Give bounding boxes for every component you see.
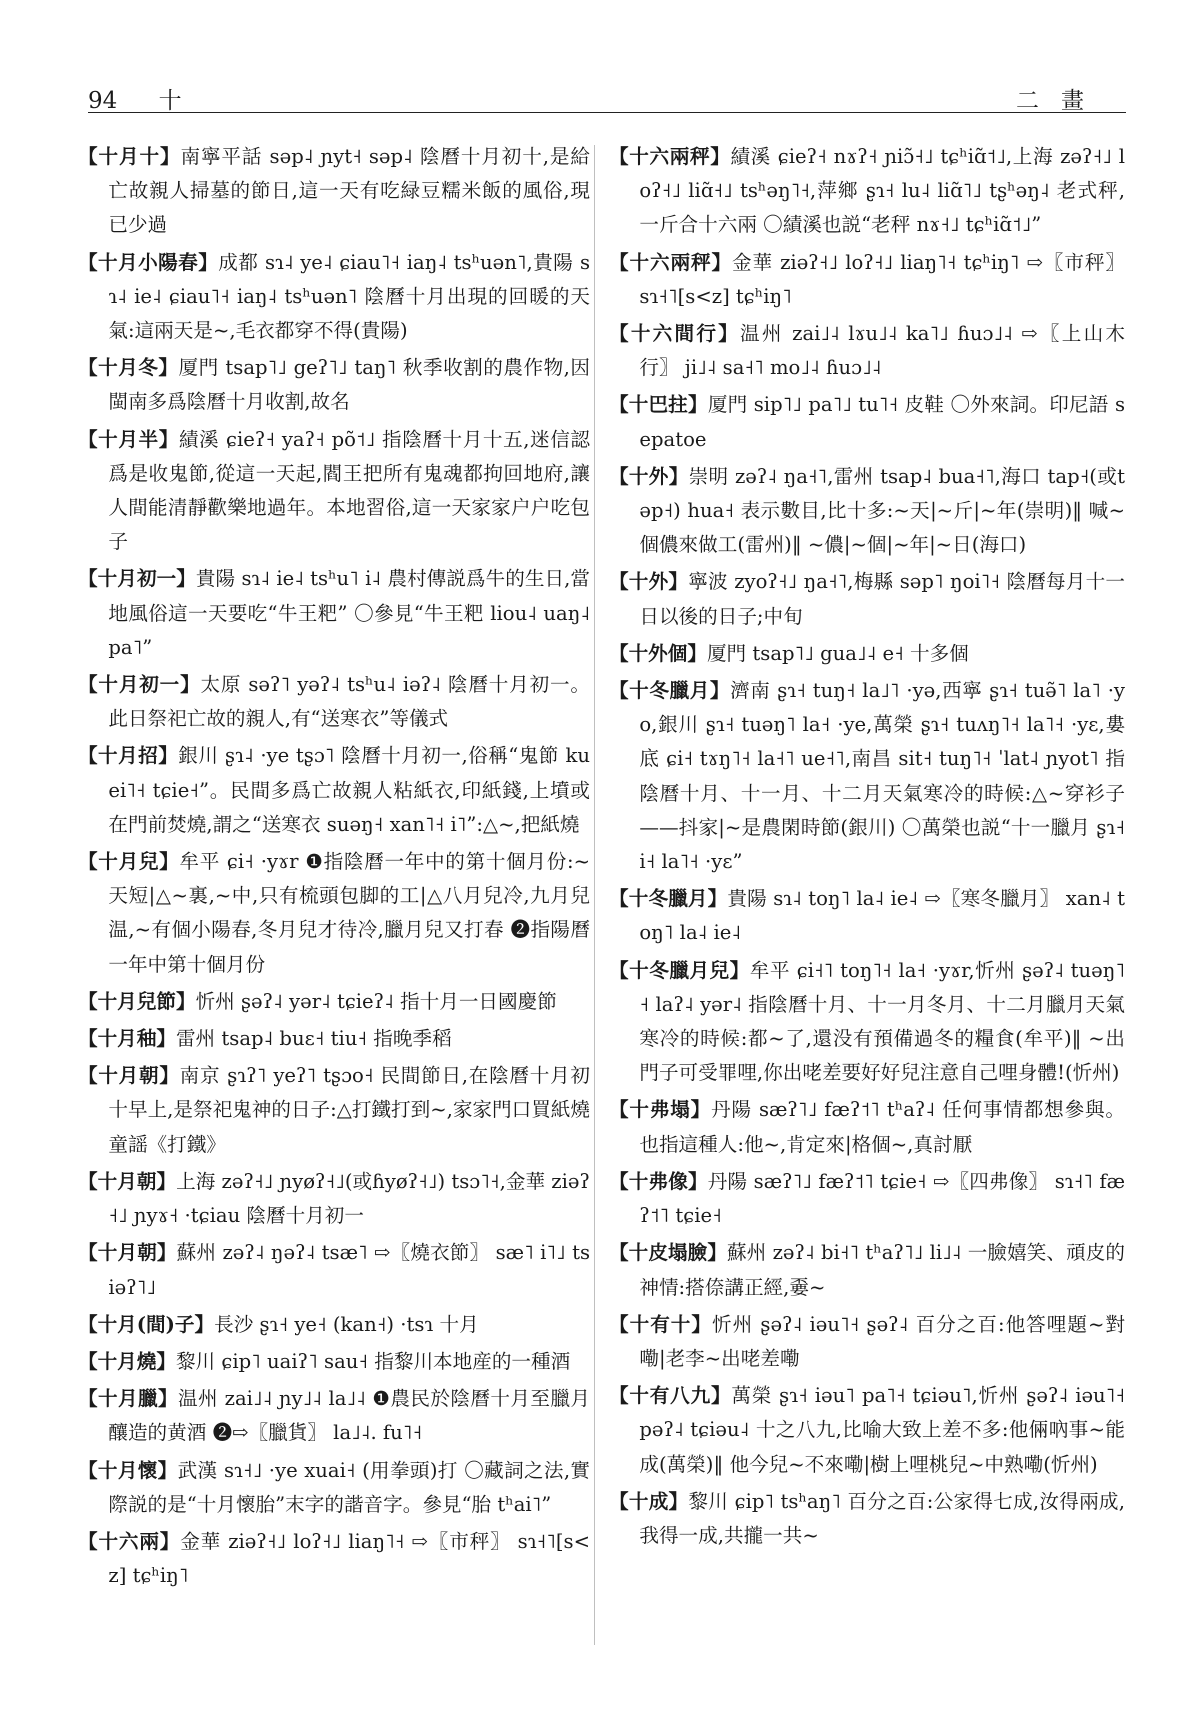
entry-definition: 蘇州 zəʔ˨ bi˧˥ tʰaʔ˥˩ li˩˨ 一臉嬉笑、頑皮的神情:搭倷講正經,嫑~ [639, 1241, 1125, 1299]
entry-headword: 【十月初一】 [78, 673, 201, 697]
entry-headword: 【十成】 [609, 1489, 689, 1513]
dictionary-entry [609, 674, 1125, 879]
entry-headword: 【十月初一】 [78, 567, 196, 591]
dictionary-entry [78, 562, 590, 665]
dictionary-entry [609, 1485, 1125, 1553]
entry-headword: 【十月冬】 [78, 356, 179, 380]
dictionary-entry [78, 668, 590, 736]
dictionary-entry [609, 140, 1125, 243]
entry-definition: 寧波 zyoʔ˧˩ ŋa˧˥,梅縣 səp˥ ŋoi˥˧ 陰曆每月十一日以後的日子;中旬 [639, 570, 1126, 628]
entry-definition: 績溪 ɕieʔ˧ yaʔ˧ põ˦˩ 指陰曆十月十五,迷信認爲是收鬼節,從這一天起,閻王把所有鬼魂都拘回地府,讓人間能清靜歡樂地過年。本地習俗,這一天家家户户吃包子 [108, 427, 591, 554]
dictionary-entry [609, 1236, 1125, 1304]
header-left [88, 82, 182, 115]
entry-headword: 【十月臘】 [78, 1387, 179, 1411]
entry-headword: 【十月兒】 [78, 850, 180, 874]
entry-headword: 【十六兩】 [78, 1529, 181, 1553]
dictionary-entry [609, 1308, 1125, 1376]
entry-headword: 【十弗塌】 [609, 1098, 712, 1122]
entry-headword: 【十有八九】 [609, 1384, 732, 1408]
dictionary-entry [78, 845, 590, 982]
dictionary-entry [78, 1308, 590, 1342]
entry-definition: 南寧平話 səp˨ ɲyt˧ səp˨ 陰曆十月初十,是給亡故親人掃墓的節日,這一天有吃緑豆糯米飯的風俗,現已少過 [108, 145, 590, 237]
dictionary-entry [78, 985, 590, 1019]
dictionary-entry [78, 246, 590, 349]
entry-definition: 丹陽 sæʔ˥˩ fæʔ˦˥ tʰaʔ˨ 任何事情都想參與。也指這種人:他~,肯定來|格個~,真討厭 [639, 1098, 1126, 1156]
entry-definition: 牟平 ɕi˧ ·yɤr ❶指陰曆一年中的第十個月份:~天短|△~裏,~中,只有梳頭包脚的工|△八月兒冷,九月兒温,~有個小陽春,冬月兒才待冷,臘月兒又打春 ❷指陽曆一年中第十個月份 [108, 850, 591, 976]
entry-headword: 【十月招】 [78, 744, 179, 768]
entry-definition: 貴陽 sɿ˨ ie˨ tsʰu˥ i˨ 農村傳説爲牛的生日,當地風俗這一天要吃“牛王粑” 〇參見“牛王粑 liou˨ uaŋ˨ pa˥” [108, 567, 591, 659]
dictionary-entry [609, 882, 1125, 950]
entry-definition: 上海 zəʔ˧˩ ɲyøʔ˧˩(或ɦyøʔ˧˩) tsɔ˥˧,金華 ziəʔ˧˩ ɲyɤ˧ ·tɕiau 陰曆十月初一 [108, 1169, 590, 1228]
column-divider [594, 145, 595, 1645]
entry-definition: 雷州 tsap˨ buɛ˧ tiu˧ 指晚季稻 [175, 1027, 452, 1051]
entry-headword: 【十冬臘月】 [609, 679, 731, 703]
entry-headword: 【十外】 [609, 464, 689, 488]
entry-definition: 金華 ziəʔ˧˩ loʔ˧˩ liaŋ˥˧ ⇨〖市秤〗 sɿ˧˥[s<z] tɕʰiŋ˥ [108, 1529, 591, 1588]
entry-headword: 【十六兩秤】 [609, 145, 731, 168]
dictionary-entry [609, 637, 1125, 671]
entry-headword: 【十月(間)子】 [78, 1312, 215, 1336]
entry-headword: 【十月燒】 [78, 1349, 176, 1373]
dictionary-entry [609, 954, 1125, 1091]
entry-definition: 厦門 sip˥˩ pa˥˩ tu˥˧ 皮鞋 〇外來詞。印尼語 sepatoe [639, 393, 1126, 451]
dictionary-entry [78, 1345, 590, 1379]
entry-definition: 萬榮 ʂɿ˧ iəu˥ pa˥˧ tɕiəu˥,忻州 ʂəʔ˨ iəu˥˧ pəʔ˨ tɕiəu˨ 十之八九,比喻大致上差不多:他倆吶事~能成(萬榮)‖ 他今兒~不來嘞|樹上哩桃兒~中熟嘞(忻州) [639, 1384, 1126, 1476]
right-column [609, 140, 1125, 1556]
dictionary-entry [609, 460, 1125, 563]
dictionary-entry [78, 1236, 590, 1304]
entry-headword: 【十巴拄】 [609, 393, 708, 417]
entry-headword: 【十弗像】 [609, 1169, 708, 1193]
entry-headword: 【十冬臘月】 [609, 887, 728, 911]
entry-definition: 金華 ziəʔ˧˩ loʔ˧˩ liaŋ˥˧ tɕʰiŋ˥ ⇨〖市秤〗 sɿ˧˥[s<z] tɕʰiŋ˥ [639, 250, 1125, 308]
entry-definition: 武漢 sɿ˧˩ ·ye xuai˧ (用拳頭)打 〇藏詞之法,實際説的是“十月懷胎”末字的諧音字。參見“胎 tʰai˥” [108, 1458, 591, 1516]
entry-definition: 蘇州 zəʔ˨ ŋəʔ˨ tsæ˥ ⇨〖燒衣節〗 sæ˥ i˥˩ tsiəʔ˥˩ [108, 1241, 591, 1299]
dictionary-entry [609, 565, 1125, 633]
dictionary-entry [78, 1165, 590, 1233]
entry-headword: 【十月半】 [78, 427, 179, 451]
entry-headword: 【十六間行】 [609, 322, 740, 346]
entry-definition: 長沙 ʂɿ˧ ye˧ (kan˧) ·tsɿ 十月 [214, 1312, 479, 1336]
left-column [78, 140, 590, 1596]
entry-definition: 忻州 ʂəʔ˨ yər˨ tɕieʔ˨ 指十月一日國慶節 [195, 989, 557, 1013]
dictionary-entry [609, 1093, 1125, 1161]
dictionary-entry [609, 246, 1125, 314]
page-number: 94 [88, 88, 118, 114]
entry-definition: 績溪 ɕieʔ˧ nɤʔ˧ ɲiɔ̃˧˩ tɕʰiɑ̃˦˩,上海 zəʔ˧˩ loʔ˧˩ liɑ̃˧˩ tsʰəŋ˥˧,萍鄉 ʂɿ˧ lu˨ liɑ̃˥˩ tʂʰəŋ˨ 老式秤,一斤合十六兩 〇績溪也説“老秤 nɤ˧˩ tɕʰiɑ̃˦˩” [639, 145, 1125, 237]
entry-definition: 丹陽 sæʔ˥˩ fæʔ˦˥ tɕie˧ ⇨〖四弗像〗 sɿ˧˥ fæʔ˦˥ tɕie˧ [639, 1169, 1126, 1228]
dictionary-entry [78, 351, 590, 419]
entry-headword: 【十月朝】 [78, 1064, 180, 1088]
entry-headword: 【十有十】 [609, 1312, 712, 1336]
dictionary-entry [609, 1165, 1125, 1233]
entry-headword: 【十六兩秤】 [609, 250, 732, 274]
entry-headword: 【十皮塌臉】 [609, 1241, 727, 1265]
entry-headword: 【十月十】 [78, 145, 181, 168]
entry-definition: 厦門 tsap˥˩ gua˩˨ e˧ 十多個 [706, 641, 969, 665]
entry-headword: 【十月兒節】 [78, 989, 196, 1013]
page-header [88, 78, 1126, 113]
entry-definition: 厦門 tsap˥˩ geʔ˥˩ taŋ˥ 秋季收割的農作物,因閩南多爲陰曆十月收割,故名 [108, 356, 590, 414]
dictionary-entry [78, 423, 590, 560]
dictionary-entry [609, 1379, 1125, 1482]
entry-headword: 【十月懷】 [78, 1458, 178, 1482]
stroke-count: 二畫 [1016, 88, 1106, 114]
dictionary-entry [78, 140, 590, 243]
dictionary-entry [78, 1382, 590, 1450]
section-character: 十 [158, 88, 182, 114]
dictionary-entry [78, 1525, 590, 1593]
entry-headword: 【十冬臘月兒】 [609, 958, 750, 982]
entry-definition: 南京 ʂɿʔ˥ yeʔ˥ tʂɔo˧ 民間節日,在陰曆十月初十早上,是祭祀鬼神的日子:△打鐵打到~,家家門口買紙燒童謡《打鐵》 [108, 1064, 590, 1156]
dictionary-entry [609, 388, 1125, 456]
dictionary-entry [78, 1454, 590, 1522]
entry-headword: 【十外】 [609, 570, 689, 594]
dictionary-entry [78, 1059, 590, 1162]
entry-headword: 【十月小陽春】 [78, 250, 219, 274]
entry-definition: 貴陽 sɿ˨ toŋ˥ la˨ ie˨ ⇨〖寒冬臘月〗 xan˨ toŋ˥ la˨ ie˨ [639, 887, 1125, 945]
entry-definition: 銀川 ʂɿ˨ ·ye tʂɔ˥ 陰曆十月初一,俗稱“鬼節 kuei˥˧ tɕie˧”。民間多爲亡故親人粘紙衣,印紙錢,上墳或在門前焚燒,謂之“送寒衣 suəŋ˧ xan˥˧ i˥”:△~,把紙燒 [108, 744, 590, 836]
dictionary-entry [78, 739, 590, 842]
dictionary-entry [609, 317, 1125, 385]
entry-definition: 温州 zai˩˨ ɲy˩˨ la˩˨ ❶農民於陰曆十月至臘月釀造的黄酒 ❷⇨〖臘貨〗 la˩˨. fu˥˧ [108, 1387, 591, 1445]
entry-definition: 濟南 ʂɿ˧ tuŋ˧ la˩˥ ·yə,西寧 ʂɿ˧ tuə̃˥ la˥ ·yo,銀川 ʂɿ˧ tuəŋ˥ la˧ ·ye,萬榮 ʂɿ˧ tuʌŋ˥˧ la˥˧ ·yɛ,婁底 ɕi˧ tɤŋ˥˧ la˧˥ ue˧˥,南昌 sit˧ tuŋ˥˧ ˈlat˨ ɲyot˥ 指陰曆十月、十一月、十二月天氣寒冷的時候:△~穿衫子——抖家|~是農閑時節(銀川) 〇萬榮也説“十一臘月 ʂɿ˧ i˧ la˥˧ ·yɛ” [639, 679, 1125, 874]
entry-definition: 黎川 ɕip˥ uaiʔ˥ sau˧ 指黎川本地産的一種酒 [175, 1349, 571, 1373]
entry-definition: 太原 səʔ˥ yəʔ˨ tsʰu˨ iəʔ˨ 陰曆十月初一。此日祭祀亡故的親人,有“送寒衣”等儀式 [108, 673, 590, 731]
entry-definition: 温州 zai˩˨ lɤu˩˨ ka˥˩ ɦuɔ˩˨ ⇨〖上山木行〗 ji˩˨ sa˧˥ mo˩˨ ɦuɔ˩˨ [639, 322, 1126, 380]
entry-headword: 【十外個】 [609, 641, 707, 665]
entry-definition: 忻州 ʂəʔ˨ iəu˥˧ ʂəʔ˨ 百分之百:他答哩題~對嘞|老李~出咾差嘞 [639, 1312, 1125, 1370]
entry-definition: 成都 sɿ˨ ye˨ ɕiau˥˧ iaŋ˨ tsʰuən˥,貴陽 sɿ˨ ie˨ ɕiau˥˧ iaŋ˨ tsʰuən˥ 陰曆十月出現的回暖的天氣:這兩天是~,毛衣都穿不得(貴陽) [108, 250, 590, 343]
entry-headword: 【十月朝】 [78, 1169, 177, 1193]
entry-headword: 【十月朝】 [78, 1241, 177, 1265]
entry-definition: 牟平 ɕi˧˥ toŋ˥˧ la˧ ·yɤr,忻州 ʂəʔ˨ tuəŋ˥˧ laʔ˨ yər˨ 指陰曆十月、十一月冬月、十二月臘月天氣寒冷的時候:都~了,還没有預備過冬的糧食(牟平)‖ ~出門子可受罪哩,你出咾差要好好兒注意自己哩身體!(忻州) [639, 958, 1126, 1085]
entry-headword: 【十月秞】 [78, 1027, 176, 1051]
entry-definition: 崇明 zəʔ˨ ŋa˧˥,雷州 tsap˨ bua˧˥,海口 tap˧(或təp˧) hua˧ 表示數目,比十多:~天|~斤|~年(崇明)‖ 喊~個儂來做工(雷州)‖ ~儂|~個|~年|~日(海口) [639, 464, 1126, 557]
dictionary-entry [78, 1022, 590, 1056]
entry-definition: 黎川 ɕip˥ tsʰaŋ˥ 百分之百:公家得七成,汝得兩成,我得一成,共攏一共~ [639, 1489, 1126, 1547]
